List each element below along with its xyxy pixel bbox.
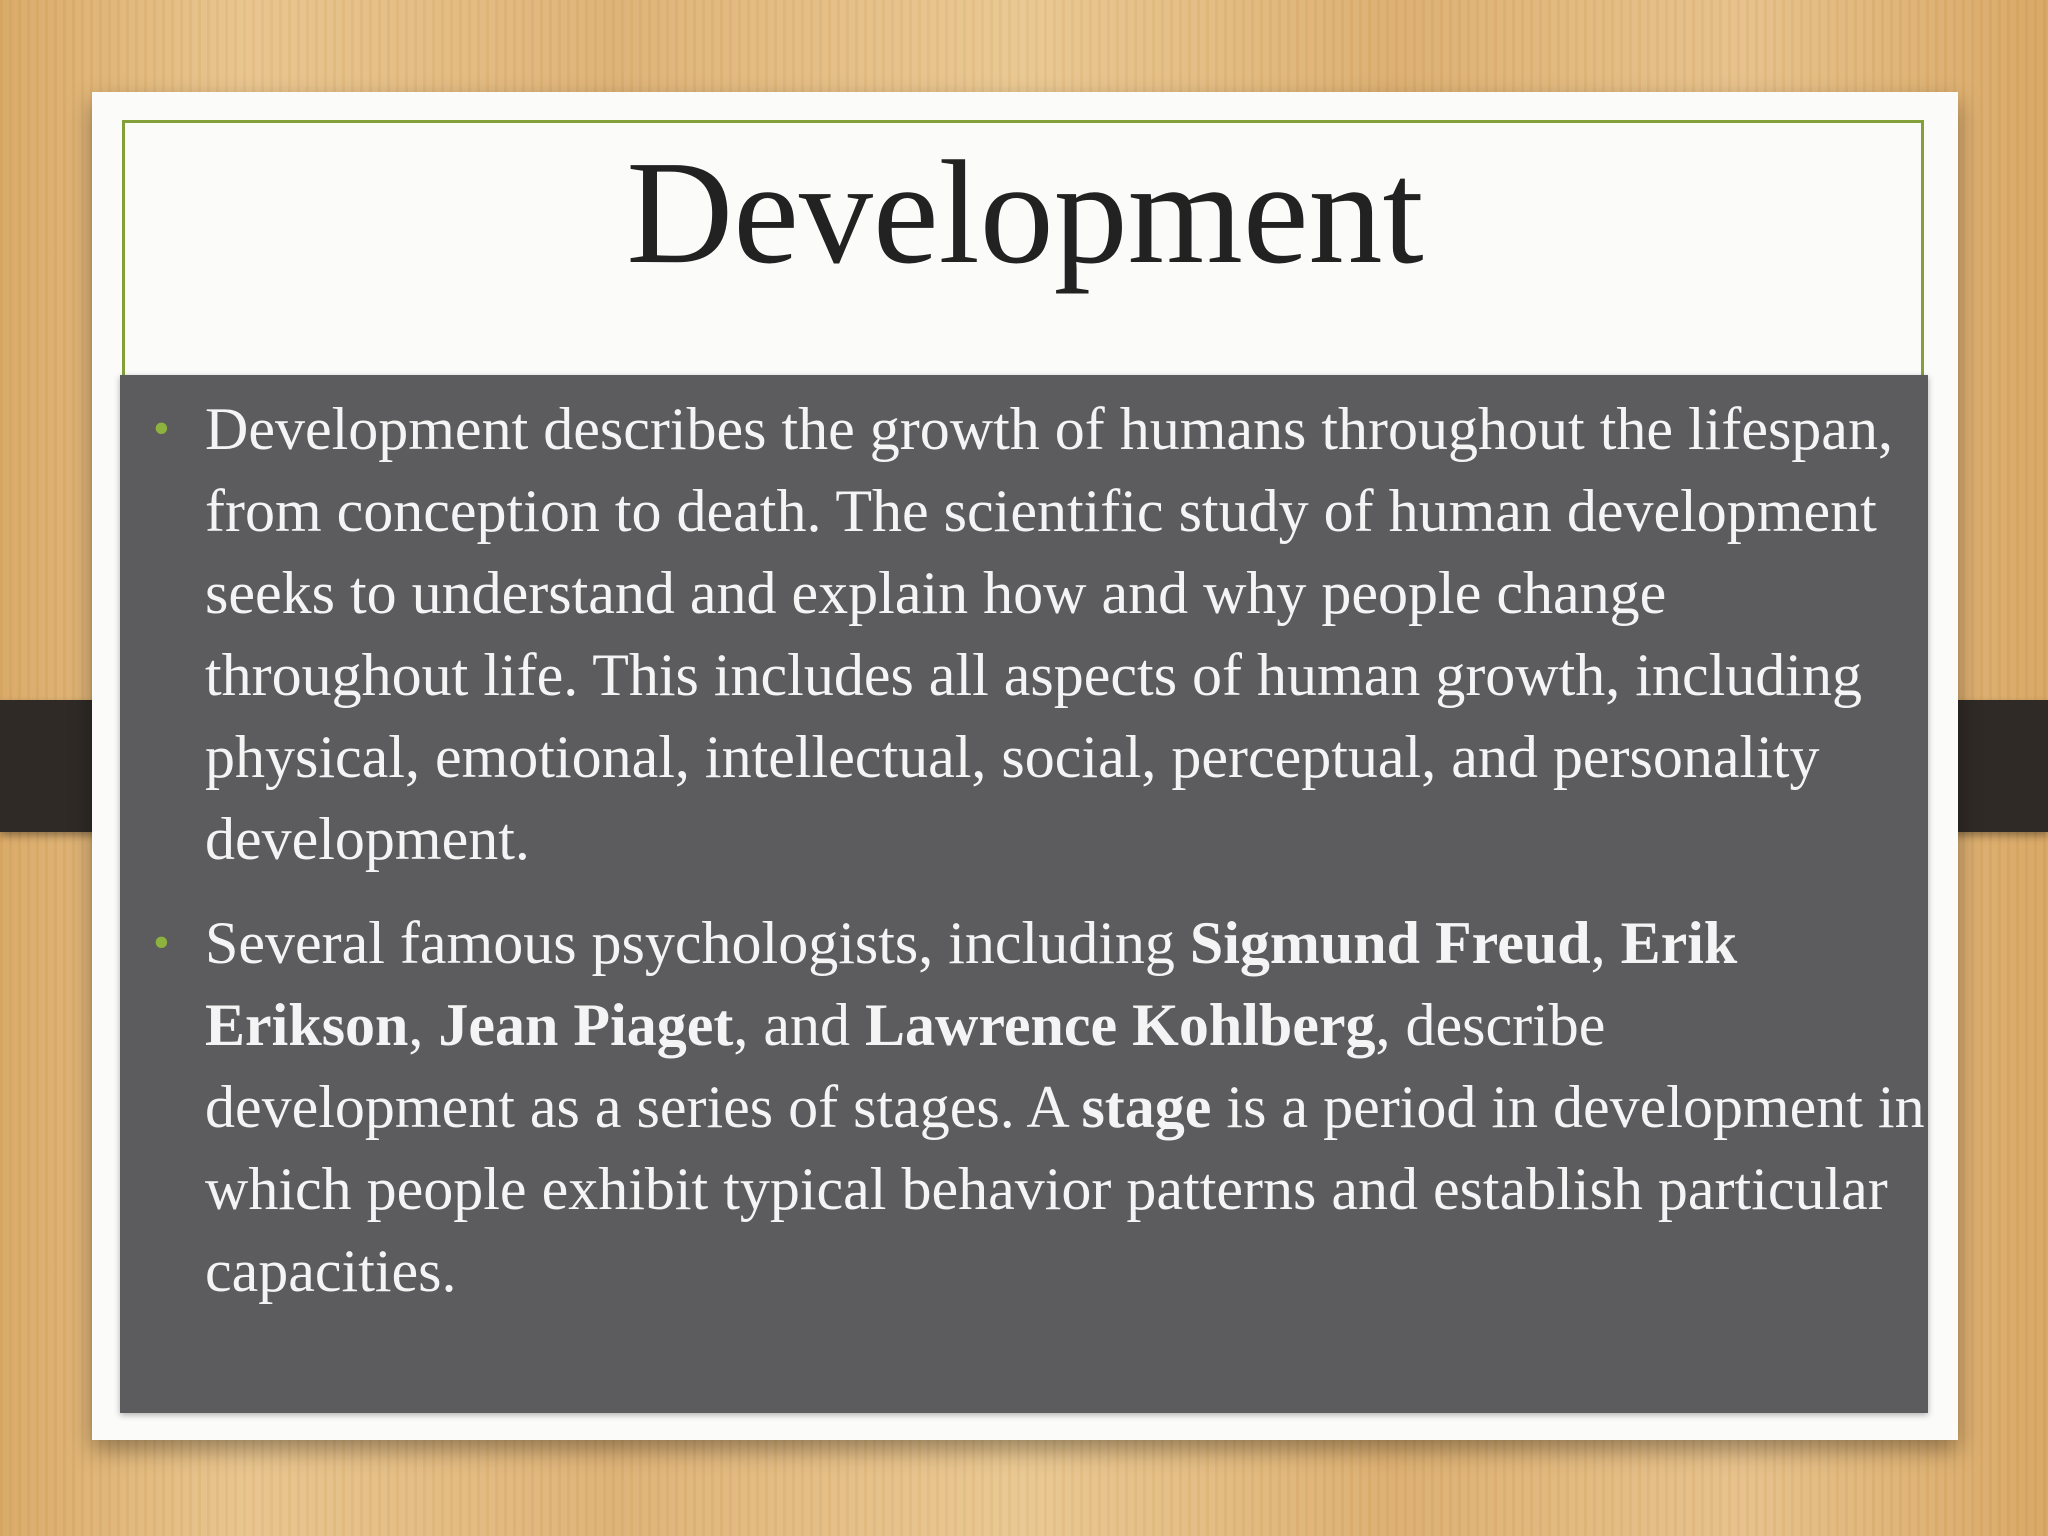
bullet-text: , xyxy=(408,992,439,1058)
term-stage: stage xyxy=(1081,1074,1212,1140)
bullet-text: is a period in development in which people exhibit typical behavior patterns and establish particular capacities. xyxy=(205,1074,1925,1304)
name-erikson: Erik Erikson xyxy=(205,910,1738,1058)
name-freud: Sigmund Freud xyxy=(1189,910,1591,976)
bullet-text: , and xyxy=(733,992,865,1058)
bullet-text: , describe development as a series of stages. A xyxy=(205,992,1606,1140)
name-kohlberg: Lawrence Kohlberg xyxy=(865,992,1376,1058)
bullet-text: Development describes the growth of humans throughout the lifespan, from conception to death. The scientific study of human development seeks to understand and explain how and why people change throughout life. This includes all aspects of human growth, including physical, emotional, intellectual, social, perceptual, and personality development. xyxy=(205,396,1893,872)
bullet-text: Several famous psychologists, including xyxy=(205,910,1190,976)
bullet-text: , xyxy=(1590,910,1621,976)
slide-title: Development xyxy=(626,131,1424,295)
name-piaget: Jean Piaget xyxy=(438,992,734,1058)
bullet-item-development xyxy=(153,388,1925,880)
bullet-dot-icon: • xyxy=(153,916,170,969)
bullet-dot-icon: • xyxy=(153,402,170,455)
bullet-list xyxy=(153,388,1925,1334)
bullet-item-psychologists xyxy=(153,902,1925,1312)
